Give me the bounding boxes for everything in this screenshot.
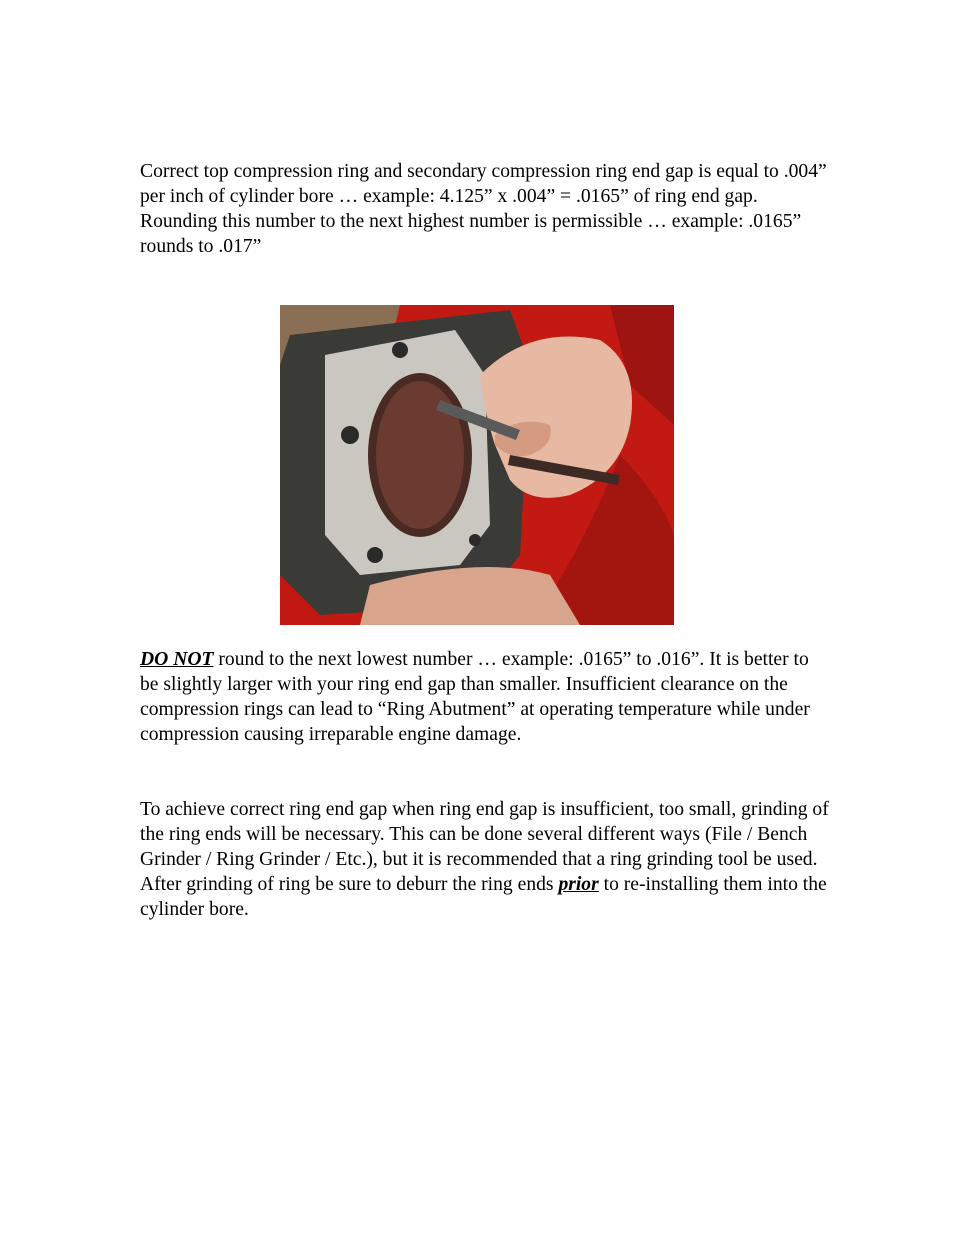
- paragraph-2-text: round to the next lowest number … example: .0165” to .016”. It is better to be slightly larger with your ring end gap than smaller. Insufficient clearance on the compression rings can lead to “Ring Abutment” at operating temperature while under compression causing irreparable engine damage.: [140, 649, 810, 745]
- ring-gap-measurement-photo: [280, 305, 674, 625]
- paragraph-ring-gap-rule: Correct top compression ring and secondary compression ring end gap is equal to .004” per inch of cylinder bore … example: 4.125” x .004” = .0165” of ring end gap. Rounding this number to the next highest number is permissible … example: .0165” rounds to .017”: [140, 161, 827, 257]
- paragraph-3-text-after: to re-installing them into the cylinder bore.: [140, 874, 827, 920]
- paragraph-do-not-round-down: [140, 647, 830, 747]
- paragraph-3-text-before: To achieve correct ring end gap when ring end gap is insufficient, too small, grinding of the ring ends will be necessary. This can be done several different ways (File / Bench Grinder / Ring Grinder / Etc.), but it is recommended that a ring grinding tool be used. After grinding of ring be sure to deburr the ring ends: [140, 799, 829, 895]
- emphasis-prior: prior: [558, 874, 599, 895]
- emphasis-do-not: DO NOT: [140, 649, 214, 670]
- paragraph-grinding-instructions: [140, 797, 830, 922]
- feeler-gauge-ring-gap-photo: [280, 305, 674, 625]
